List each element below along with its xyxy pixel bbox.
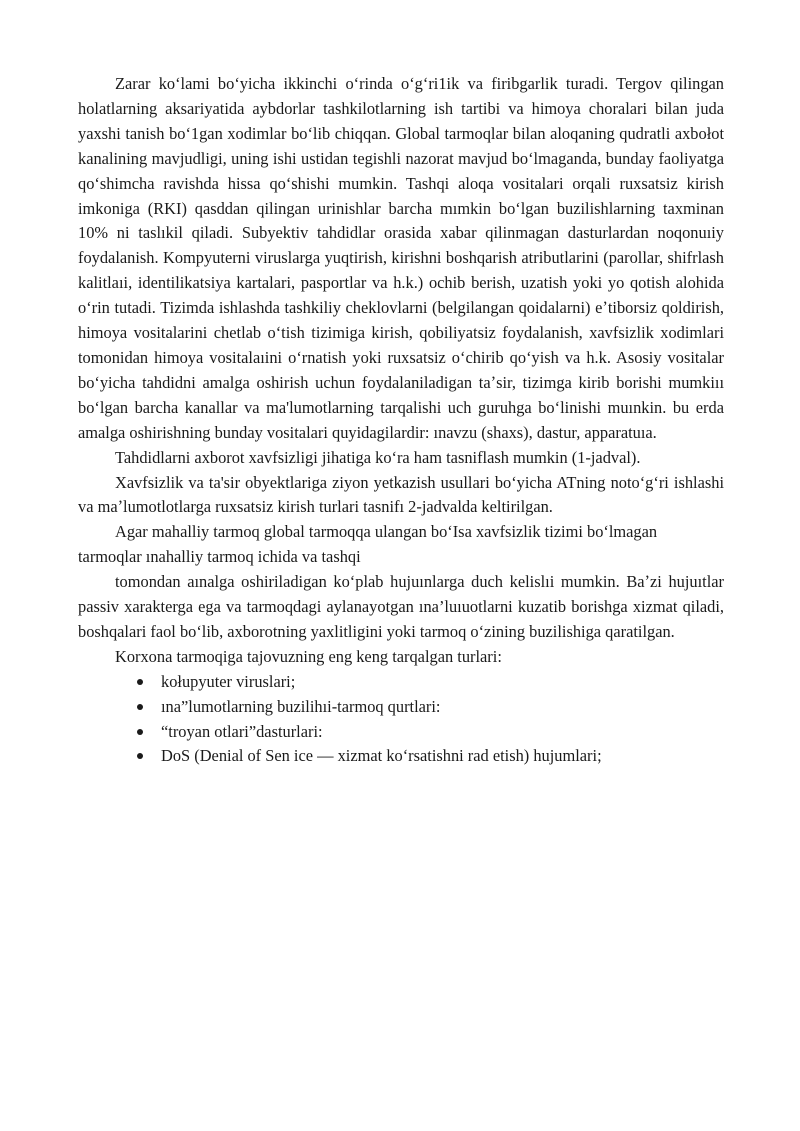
list-item-text: DoS (Denial of Sen ice — xizmat koʻrsatishni rad etish) hujumlari; bbox=[161, 746, 602, 766]
paragraph-intrusion-types: Korxona tarmoqiga tajovuzning eng keng tarqalgan turlari: bbox=[115, 646, 502, 666]
list-item-text: kołupyuter viruslari; bbox=[161, 671, 296, 691]
bullet-icon bbox=[137, 704, 143, 710]
list-item bbox=[137, 720, 724, 745]
list-item-text: “troyan otlari”dasturlari: bbox=[161, 721, 323, 741]
list-item-text: ına”lumotlarning buzilihıi-tarmoq qurtlari: bbox=[161, 696, 441, 716]
paragraph-local-network: Agar mahalliy tarmoq global tarmoqqa ulangan boʻIsa xavfsizlik tizimi boʻlmagan tarmoqlar ınahalliy tarmoq ichida va tashqi bbox=[78, 522, 658, 567]
paragraph-threat-classification: Tahdidlarni axborot xavfsizligi jihatiga koʻra ham tasniflash mumkin (1-jadval). bbox=[115, 447, 641, 467]
document-page bbox=[78, 72, 724, 769]
intrusion-types-list bbox=[78, 670, 724, 770]
bullet-icon bbox=[137, 753, 143, 759]
bullet-icon bbox=[137, 679, 143, 685]
list-item bbox=[137, 670, 724, 695]
list-item bbox=[137, 744, 724, 769]
bullet-icon bbox=[137, 729, 143, 735]
paragraph-security-objects: Xavfsizlik va ta'sir obyektlariga ziyon yetkazish usullari boʻyicha ATning notoʻgʻri ishlashi va maʼlumotlotlarga ruxsatsiz kirish turlari tasnifı 2-jadvalda keltirilgan. bbox=[78, 472, 724, 517]
paragraph-damage-scale: Zarar koʻlami boʻyicha ikkinchi oʻrinda oʻgʻri1ik va firibgarlik turadi. Tergov qilingan holatlarning aksariyatida aybdorlar tashkilotlarning ish tartibi va himoya choralari bilan juda yaxshi tanish boʻ1gan xodimlar boʻlib chiqqan. Global tarmoqlar bilan aloqaning qudratli axbołot kanalining mavjudligi, uning ishi ustidan tegishli nazorat mavjud boʻlmaganda, bunday faoliyatga qoʻshimcha ravishda hissa qoʻshishi mumkin. Tashqi aloqa vositalari orqali ruxsatsiz kirish imkoniga (RKI) qasddan qilingan urinishlar barcha mımkin boʻlgan buzilishlarning taxminan 10% ni taslıkil qiladi. Subyektiv tahdidlar orasida xabar qilinmagan dasturlardan noqonuıiy foydalanish. Kompyuterni viruslarga yuqtirish, kirishni boshqarish atributlarini (parollar, shifrlash kalitlaıi, identilikatsiya kartalari, pasportlar va h.k.) ochib berish, uzatish yoki yo qotish alohida oʻrin tutadi. Tizimda ishlashda tashkiliy cheklovlarni (belgilangan qoidalarni) eʼtiborsiz qoldirish, himoya vositalarini chetlab oʻtish tizimiga kirish, qobiliyatsiz foydalanish, xavfsizlik xodimlari tomonidan himoya vositalaıini oʻrnatish yoki ruxsatsiz oʻchirib qoʻyish va h.k. Asosiy vositalar boʻyicha tahdidni amalga oshirish uchun foydalaniladigan taʼsir, tizimga kirib borishi mumkiıı boʻlgan barcha kanallar va ma'lumotlarning tarqalishi uch guruhga boʻlinishi muınkin. bu erda amalga oshirishning bunday vositalari quyidagilardir: ınavzu (shaxs), dastur, apparatuıa. bbox=[78, 74, 724, 442]
paragraph-attacks: tomondan aınalga oshiriladigan koʻplab hujuınlarga duch kelislıi mumkin. Baʼzi hujuıtlar passiv xarakterga ega va tarmoqdagi aylanayotgan ına’luıuotlarni kuzatib borishga xizmat qiladi, boshqalari faol boʻlib, axborotning yaxlitligini yoki tarmoq oʻzining buzilishiga qaratilgan. bbox=[78, 572, 724, 641]
list-item bbox=[137, 695, 724, 720]
